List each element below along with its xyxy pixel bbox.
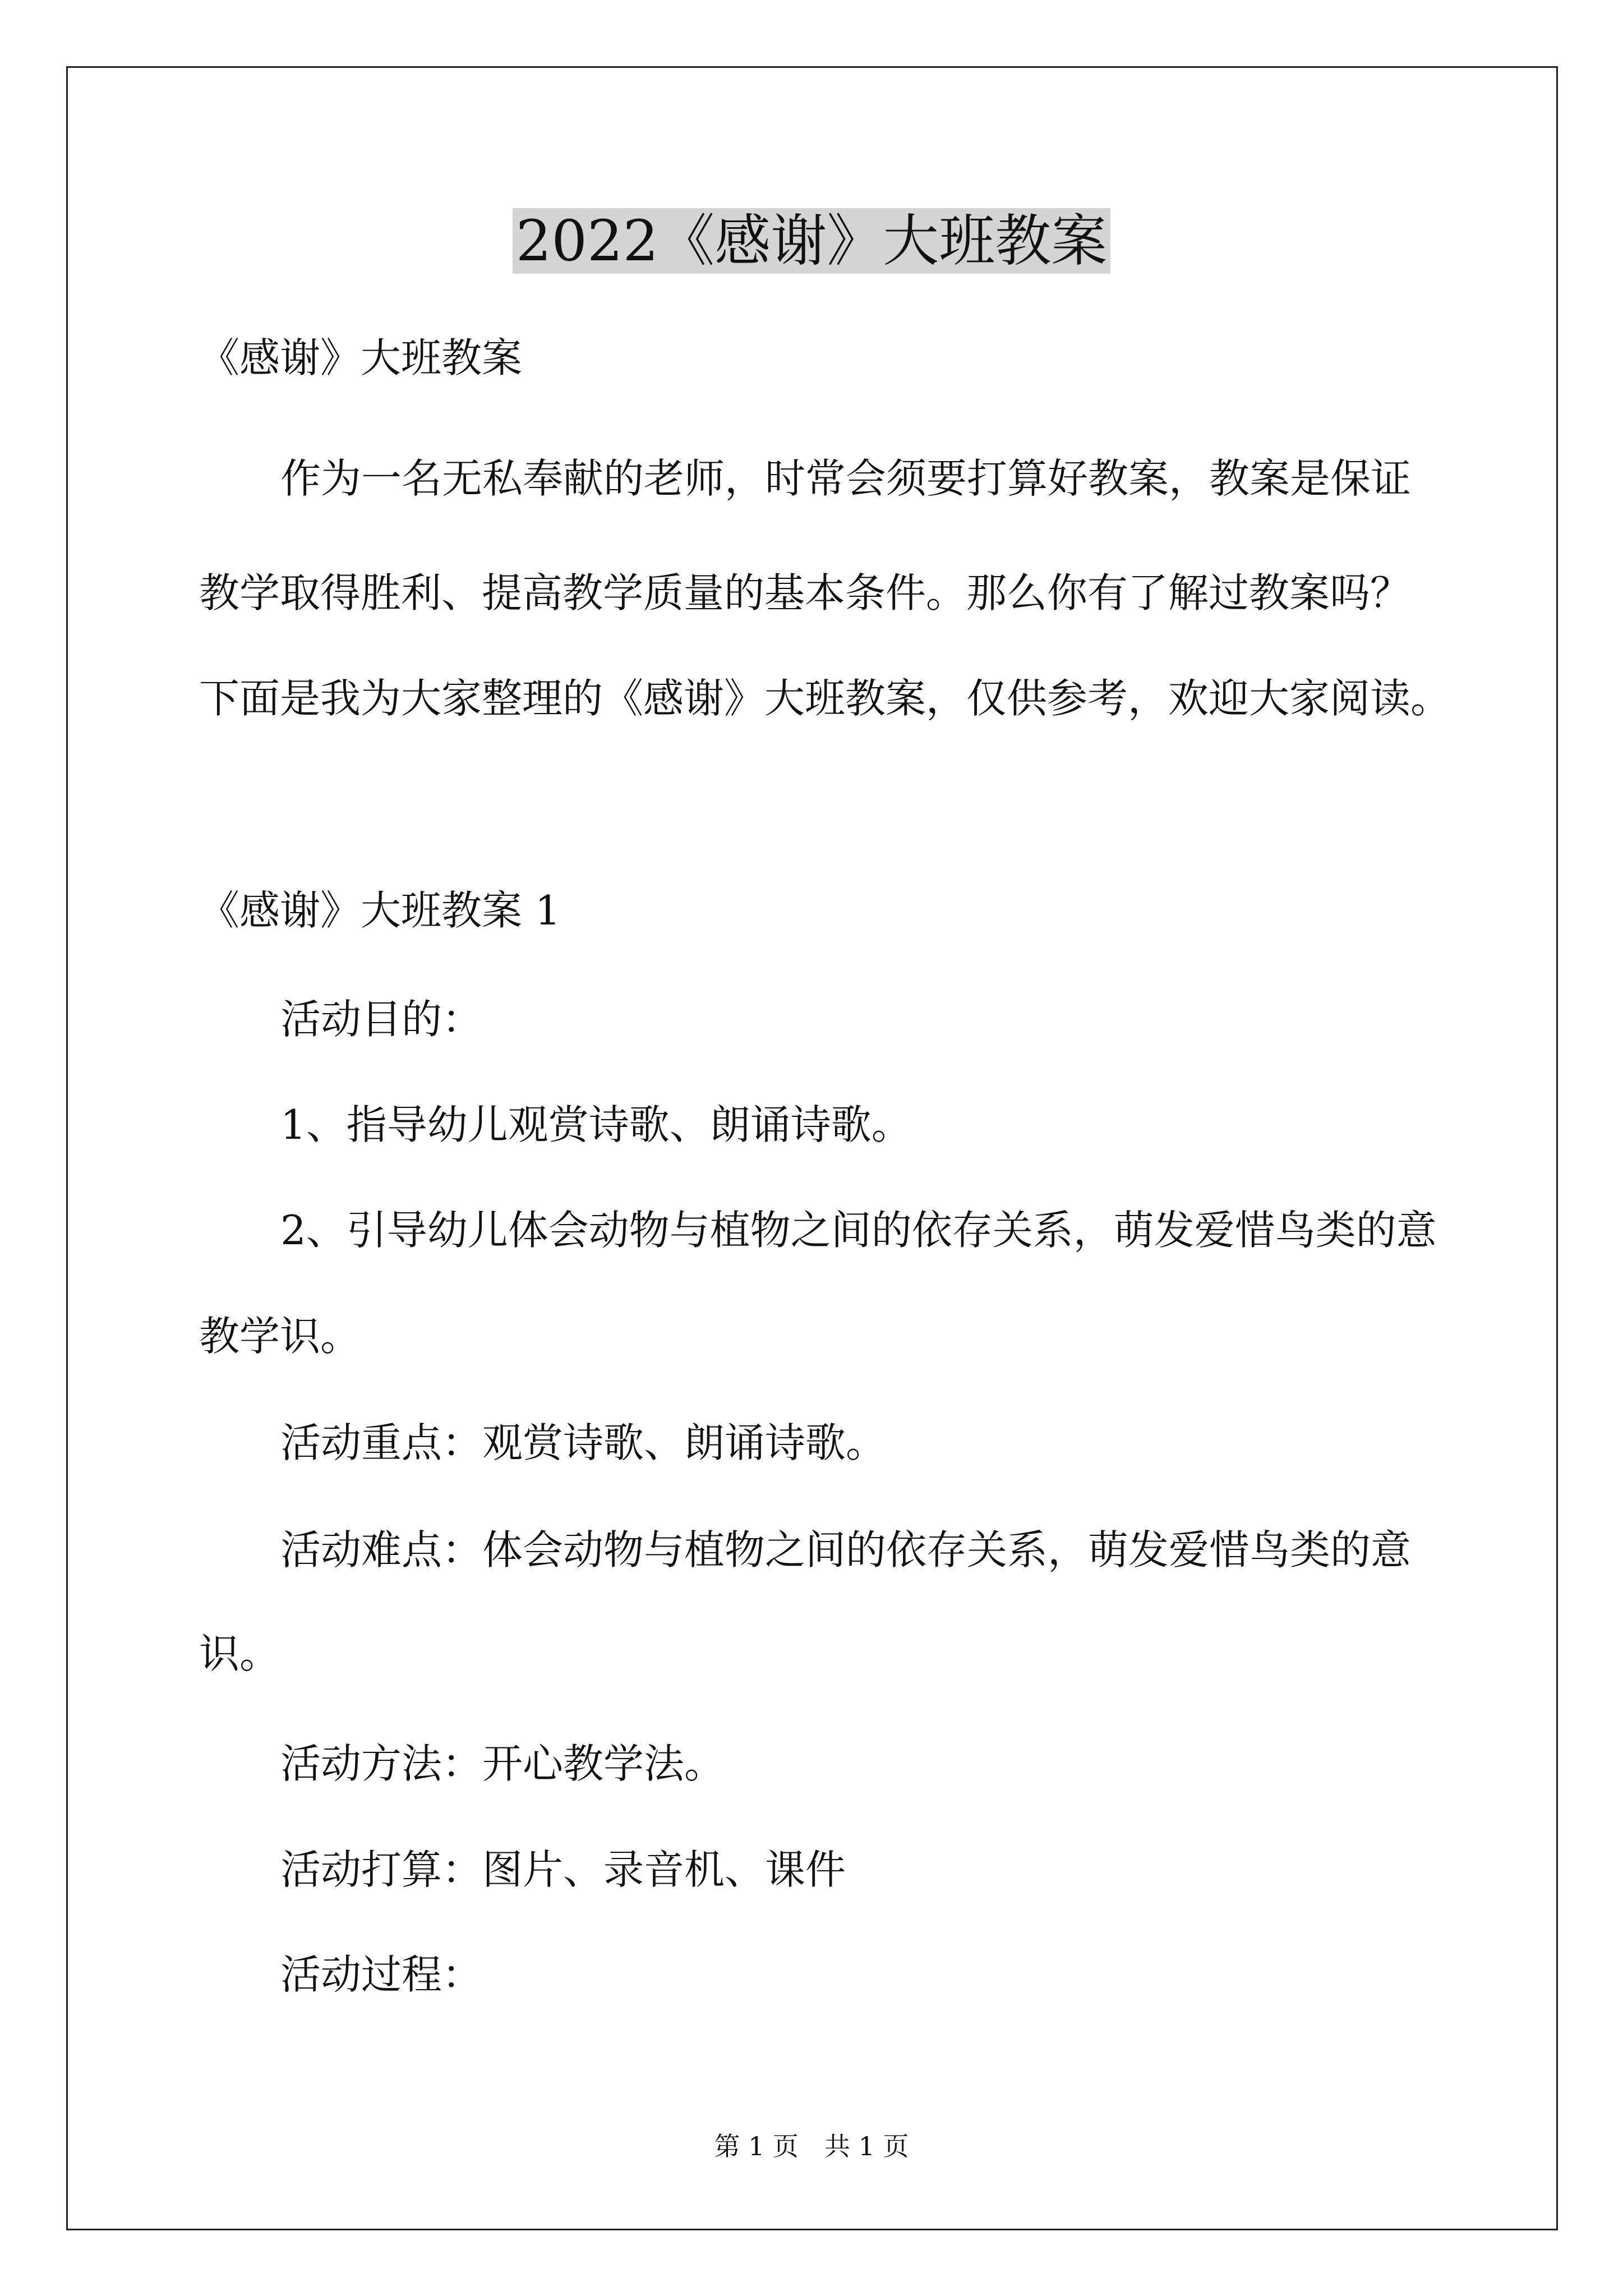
document-title: 2022《感谢》大班教案 <box>0 202 1623 280</box>
body-line: 1、指导幼儿观赏诗歌、朗诵诗歌。 <box>280 1101 912 1148</box>
body-line: 2、引导幼儿体会动物与植物之间的依存关系，萌发爱惜鸟类的意 <box>280 1207 1437 1254</box>
subtitle: 《感谢》大班教案 <box>199 334 523 381</box>
body-line: 活动难点：体会动物与植物之间的依存关系，萌发爱惜鸟类的意 <box>280 1526 1412 1573</box>
section-heading: 《感谢》大班教案 1 <box>199 887 561 934</box>
body-line: 活动方法：开心教学法。 <box>280 1740 725 1787</box>
body-line: 活动打算：图片、录音机、课件 <box>280 1846 846 1893</box>
body-line: 活动过程： <box>280 1951 483 1998</box>
intro-line-3: 下面是我为大家整理的《感谢》大班教案，仅供参考，欢迎大家阅读。 <box>199 675 1451 722</box>
body-line: 活动目的： <box>280 996 483 1043</box>
intro-line-1: 作为一名无私奉献的老师，时常会须要打算好教案，教案是保证 <box>280 455 1412 502</box>
page-footer: 第 1 页 共 1 页 <box>714 2131 909 2161</box>
intro-line-2: 教学取得胜利、提高教学质量的基本条件。那么你有了解过教案吗？ <box>199 569 1411 616</box>
body-line: 教学识。 <box>199 1313 361 1360</box>
body-line: 识。 <box>199 1630 280 1677</box>
body-line: 活动重点：观赏诗歌、朗诵诗歌。 <box>280 1419 887 1466</box>
